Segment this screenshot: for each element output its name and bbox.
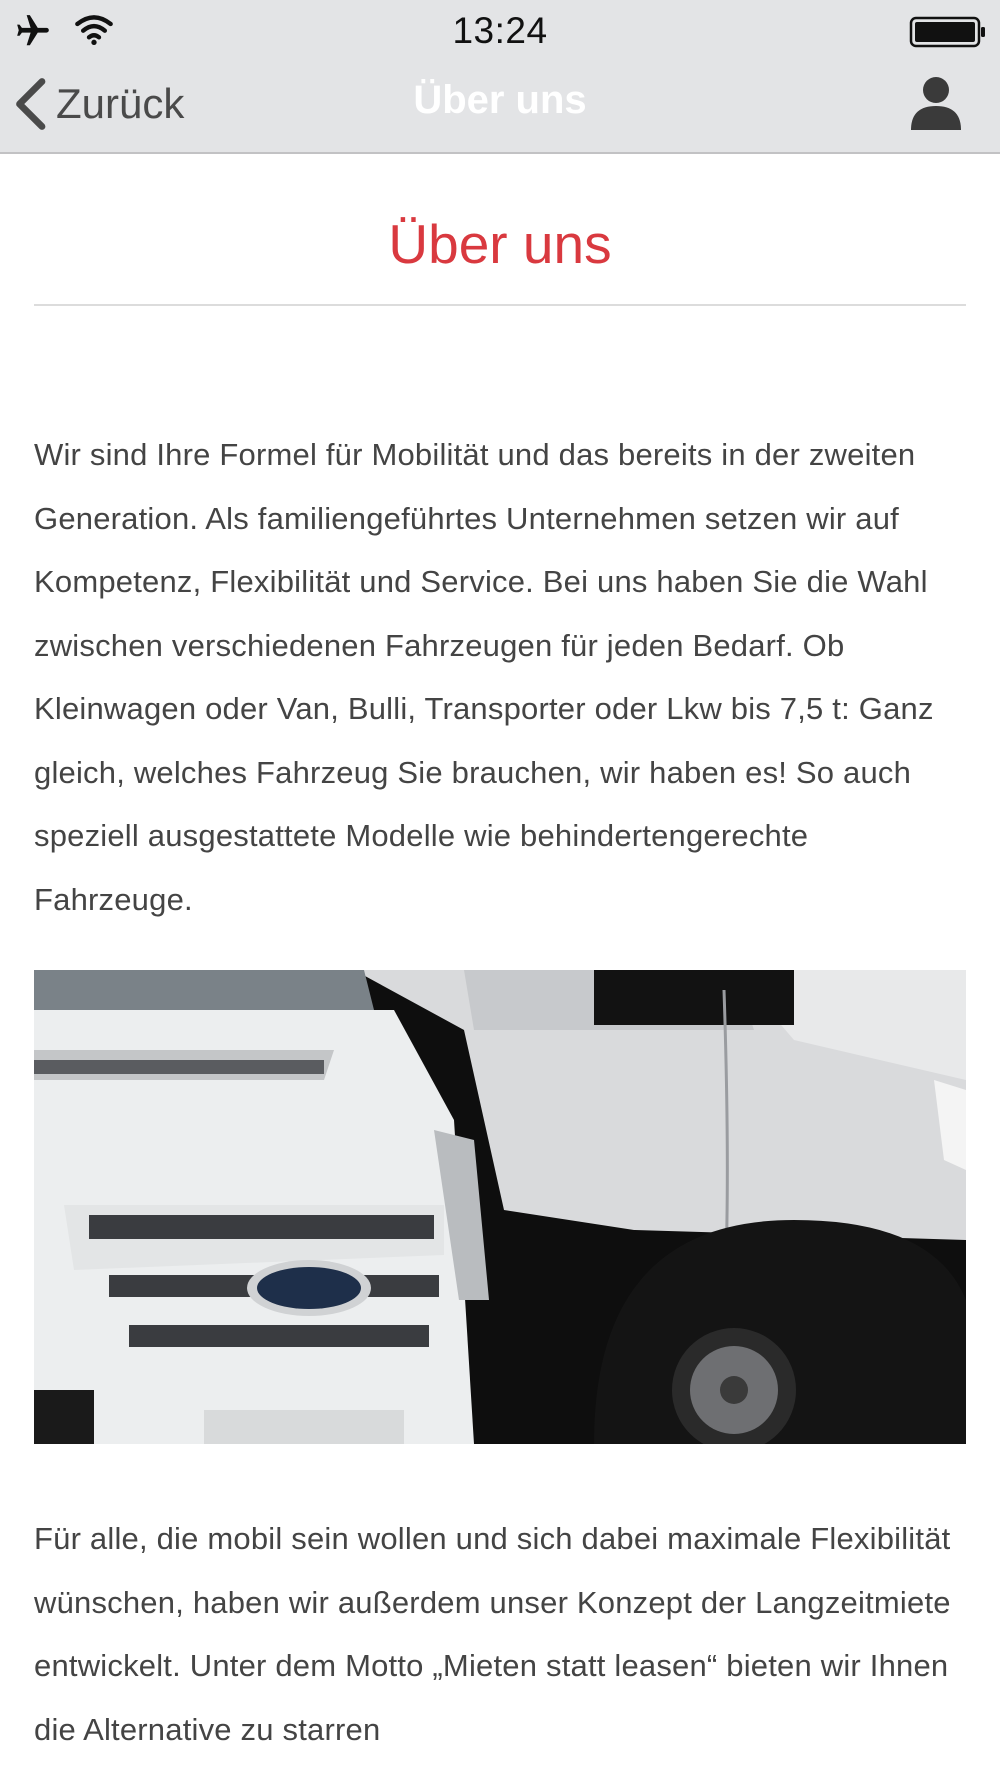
vans-photo [34, 970, 966, 1444]
status-bar [0, 0, 1000, 62]
navigation-bar [0, 62, 1000, 152]
top-bar [0, 0, 1000, 154]
intro-paragraph: Wir sind Ihre Formel für Mobilität und das bereits in der zweiten Generation. Als familiengeführtes Unternehmen setzen wir auf Kompetenz, Flexibilität und Service. Bei uns haben Sie die Wahl zwischen verschiedenen Fahrzeugen für jeden Bedarf. Ob Kleinwagen oder Van, Bulli, Transporter oder Lkw bis 7,5 t: Ganz gleich, welches Fahrzeug Sie brauchen, wir haben es! So auch speziell ausgestattete Modelle wie behindertengerechte Fahrzeuge. [34, 437, 934, 917]
nav-title: Über uns [413, 78, 587, 122]
user-icon[interactable] [905, 72, 967, 134]
back-label: Zurück [56, 80, 185, 127]
long-term-rental-paragraph: Für alle, die mobil sein wollen und sich dabei maximale Flexibilität wünschen, haben wir außerdem unser Konzept der Langzeitmiete entwickelt. Unter dem Motto „Mieten statt leasen“ bieten wir Ihnen die Alternative zu starren [34, 1521, 951, 1747]
status-time: 13:24 [452, 10, 548, 51]
heading-divider [34, 304, 966, 306]
battery-icon [909, 14, 987, 50]
page-heading: Über uns [388, 213, 612, 275]
main-content [34, 152, 966, 1761]
